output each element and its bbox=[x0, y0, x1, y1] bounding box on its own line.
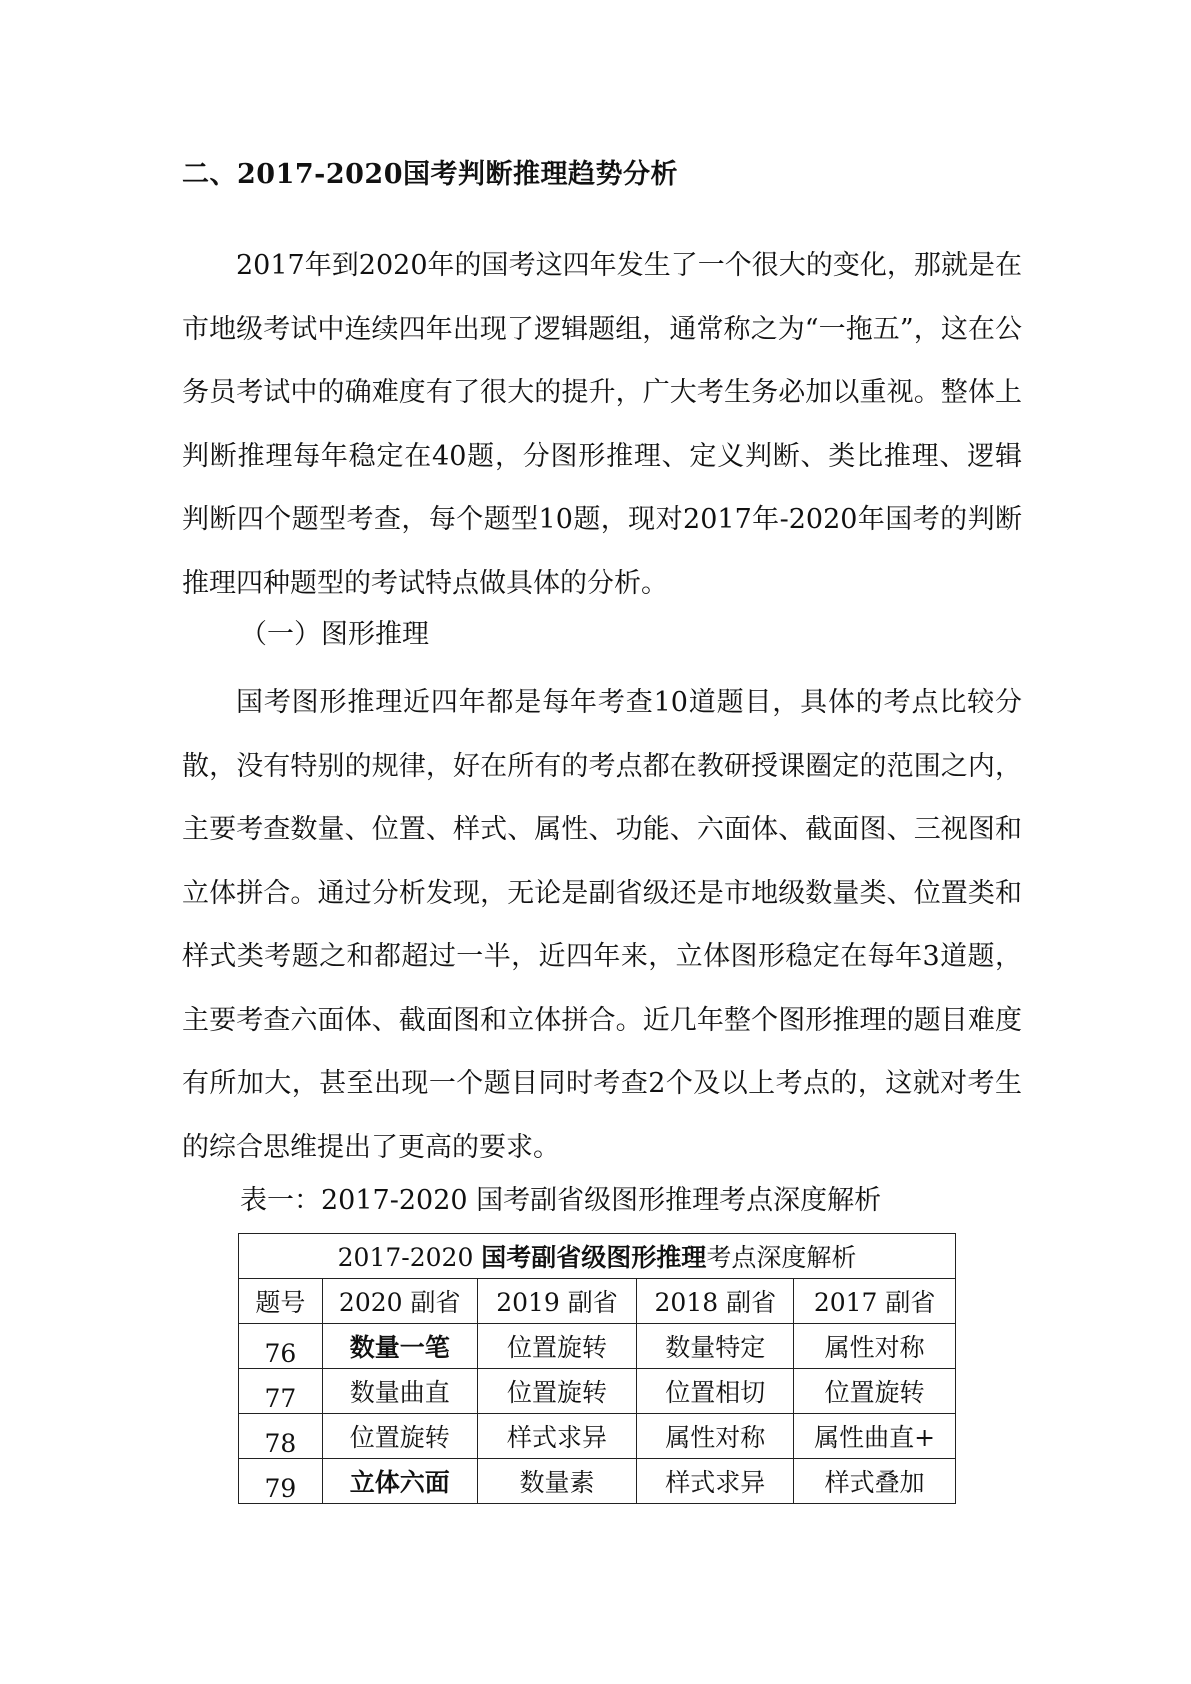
table-cell: 数量特定 bbox=[637, 1324, 794, 1369]
table-cell: 位置旋转 bbox=[322, 1414, 477, 1459]
table-title-years: 2017-2020 bbox=[337, 1243, 482, 1272]
subheading-graphic-reasoning: （一）图形推理 bbox=[240, 619, 429, 650]
table-cell: 数量素 bbox=[477, 1459, 637, 1504]
table-cell: 立体六面 bbox=[322, 1459, 477, 1504]
table-row bbox=[239, 1369, 956, 1414]
table-caption: 表一：2017-2020 国考副省级图形推理考点深度解析 bbox=[240, 1185, 882, 1216]
question-number-cell: 77 bbox=[239, 1369, 323, 1414]
analysis-table bbox=[238, 1233, 956, 1504]
header-cell: 2019 副省 bbox=[477, 1279, 637, 1324]
table-cell: 属性曲直+ bbox=[794, 1414, 956, 1459]
table-cell: 属性对称 bbox=[637, 1414, 794, 1459]
header-cell: 题号 bbox=[239, 1279, 323, 1324]
paragraph-graphic-reasoning: 国考图形推理近四年都是每年考查10道题目，具体的考点比较分散，没有特别的规律，好在所有的考点都在教研授课圈定的范围之内，主要考查数量、位置、样式、属性、功能、六面体、截面图、三视图和立体拼合。通过分析发现，无论是副省级还是市地级数量类、位置类和样式类考题之和都超过一半，近四年来，立体图形稳定在每年3道题，主要考查六面体、截面图和立体拼合。近几年整个图形推理的题目难度有所加大，甚至出现一个题目同时考查2个及以上考点的，这就对考生的综合思维提出了更高的要求。 bbox=[182, 687, 1022, 1163]
table-row bbox=[239, 1414, 956, 1459]
question-number-cell: 79 bbox=[239, 1459, 323, 1504]
section-heading: 二、2017-2020国考判断推理趋势分析 bbox=[182, 159, 678, 190]
header-cell: 2017 副省 bbox=[794, 1279, 956, 1324]
table-row bbox=[239, 1324, 956, 1369]
table-cell: 数量一笔 bbox=[322, 1324, 477, 1369]
table-header-row bbox=[239, 1279, 956, 1324]
paragraph-trend-overview: 2017年到2020年的国考这四年发生了一个很大的变化，那就是在市地级考试中连续四年出现了逻辑题组，通常称之为“一拖五”，这在公务员考试中的确难度有了很大的提升，广大考生务必加以重视。整体上判断推理每年稳定在40题，分图形推理、定义判断、类比推理、逻辑判断四个题型考查，每个题型10题，现对2017年-2020年国考的判断推理四种题型的考试特点做具体的分析。 bbox=[182, 250, 1022, 599]
table-title-row bbox=[239, 1234, 956, 1279]
table-cell: 位置旋转 bbox=[477, 1369, 637, 1414]
table-cell: 样式求异 bbox=[477, 1414, 637, 1459]
table-title bbox=[239, 1234, 956, 1279]
table-cell: 样式叠加 bbox=[794, 1459, 956, 1504]
table-title-suffix: 考点深度解析 bbox=[706, 1243, 857, 1272]
table-title-bold: 国考副省级图形推理 bbox=[481, 1243, 707, 1272]
table-cell: 位置相切 bbox=[637, 1369, 794, 1414]
header-cell: 2018 副省 bbox=[637, 1279, 794, 1324]
question-number-cell: 78 bbox=[239, 1414, 323, 1459]
table-cell: 数量曲直 bbox=[322, 1369, 477, 1414]
table-cell: 属性对称 bbox=[794, 1324, 956, 1369]
table-cell: 样式求异 bbox=[637, 1459, 794, 1504]
question-number-cell: 76 bbox=[239, 1324, 323, 1369]
table-cell: 位置旋转 bbox=[794, 1369, 956, 1414]
table-row bbox=[239, 1459, 956, 1504]
header-cell: 2020 副省 bbox=[322, 1279, 477, 1324]
table-cell: 位置旋转 bbox=[477, 1324, 637, 1369]
